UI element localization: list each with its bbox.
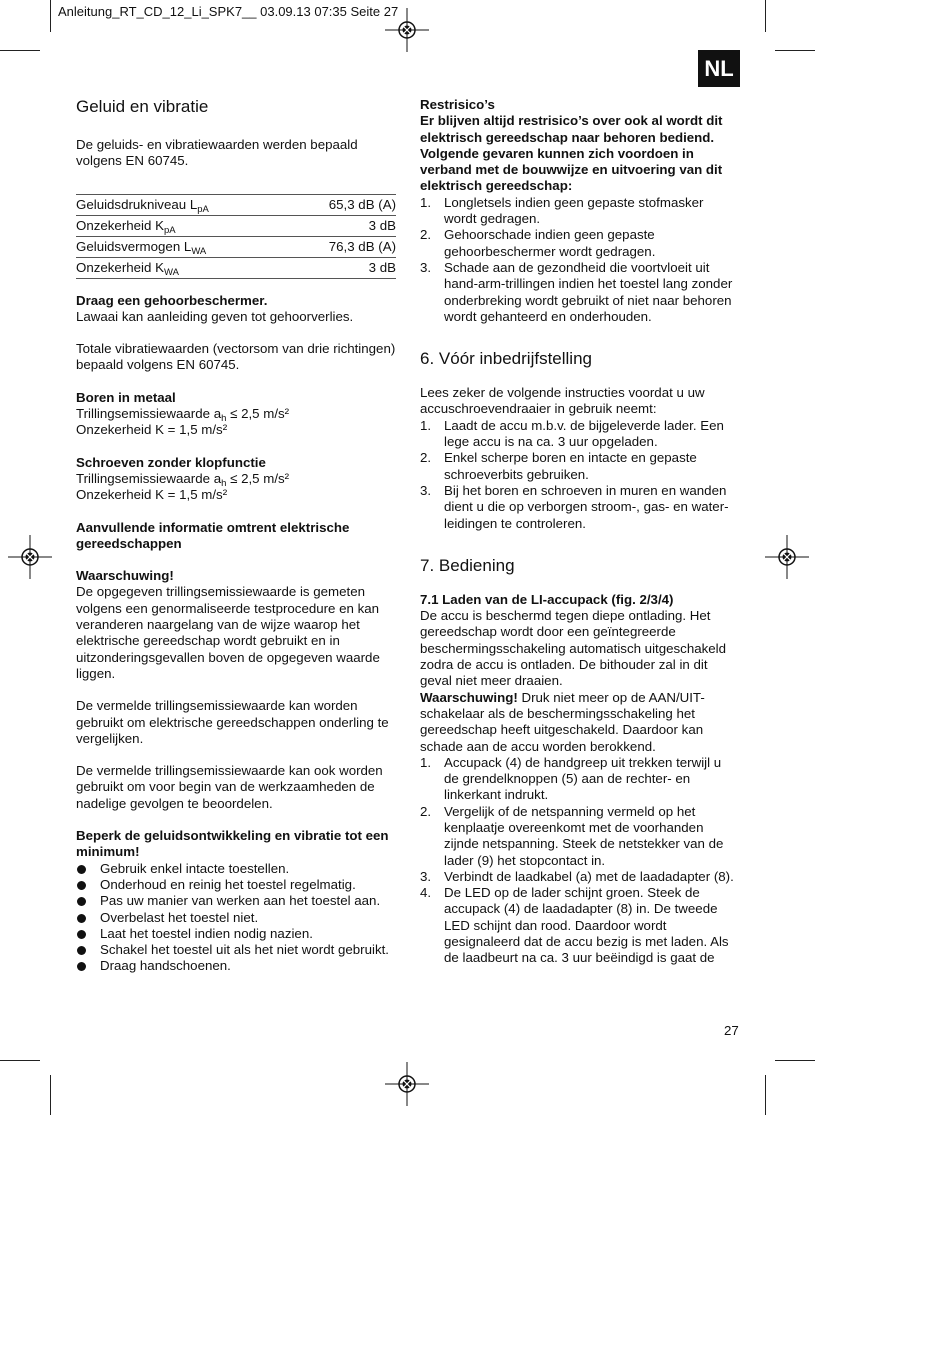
noise-table bbox=[76, 194, 396, 279]
left-column bbox=[76, 97, 398, 975]
list-item: Gebruik enkel intacte toestellen. bbox=[76, 861, 398, 877]
vibration-value: Trillingsemissiewaarde $a_h \le 2,5$ m/s² bbox=[76, 470, 290, 489]
uncertainty-value: Onzekerheid K = 1,5 m/s² bbox=[76, 487, 228, 503]
paragraph: De vermelde trillingsemissiewaarde kan worden gebruikt om elektrische gereedschappen onderling te vergelijken. bbox=[76, 698, 389, 746]
table-value: 65,3 dB (A) bbox=[288, 194, 396, 215]
bullet-list bbox=[76, 861, 398, 975]
print-header-info: Anleitung_RT_CD_12_Li_SPK7__ 03.09.13 07:35 Seite 27 bbox=[58, 4, 399, 19]
warning-title: Waarschuwing! bbox=[76, 568, 174, 584]
crop-mark bbox=[765, 1075, 766, 1115]
hearing-warning: Draag een gehoorbeschermer. bbox=[76, 292, 268, 308]
numbered-list bbox=[420, 195, 738, 325]
subsection-title: Schroeven zonder klopfunctie bbox=[76, 454, 266, 470]
warning-text: De opgegeven trillingsemissiewaarde is gemeten volgens een genormaliseerde testprocedure en kan veranderen naargelang van de wijze waarop het elektrische gereedschap wordt gebruikt en in uitzonderingsgevallen boven de opgegeven waarde liggen. bbox=[76, 584, 380, 681]
bullet-icon bbox=[77, 930, 86, 939]
table-value: 3 dB bbox=[288, 257, 396, 278]
registration-mark-icon bbox=[8, 535, 52, 579]
table-row bbox=[76, 236, 396, 257]
list-item: 1. Longletsels indien geen gepaste stofmasker wordt gedragen. bbox=[420, 194, 704, 227]
list-item: Onderhoud en reinig het toestel regelmatig. bbox=[76, 877, 398, 893]
list-item: 3. Bij het boren en schroeven in muren en wanden dient u die op verborgen stroom-, gas- en water-leidingen te controleren. bbox=[420, 482, 729, 531]
subsection-title: 7.1 Laden van de LI-accupack (fig. 2/3/4) bbox=[420, 591, 674, 607]
crop-mark bbox=[50, 0, 51, 32]
table-row bbox=[76, 215, 396, 236]
section-title: 6. Vóór inbedrijfstelling bbox=[420, 349, 592, 369]
section-title: Geluid en vibratie bbox=[76, 97, 209, 116]
table-label: Onzekerheid $K_{WA}$ bbox=[76, 257, 288, 278]
numbered-list bbox=[420, 418, 738, 532]
table-label: Onzekerheid $K_{pA}$ bbox=[76, 215, 288, 236]
list-item: Pas uw manier van werken aan het toestel aan. bbox=[76, 893, 398, 909]
subsection-title: Boren in metaal bbox=[76, 389, 176, 405]
crop-mark bbox=[0, 1060, 40, 1061]
list-item: 1. Laadt de accu m.b.v. de bijgeleverde lader. Een lege accu is na ca. 3 uur opgeladen. bbox=[420, 417, 724, 450]
bullet-icon bbox=[77, 914, 86, 923]
list-item: 2. Gehoorschade indien geen gepaste gehoorbeschermer wordt gedragen. bbox=[420, 227, 656, 259]
bullet-icon bbox=[77, 962, 86, 971]
subsection-title: Beperk de geluidsontwikkeling en vibratie tot een minimum! bbox=[76, 828, 389, 860]
bullet-icon bbox=[77, 897, 86, 906]
list-item: 3. Verbindt de laadkabel (a) met de laadadapter (8). bbox=[420, 868, 734, 884]
list-item: 3. Schade aan de gezondheid die voortvloeit uit hand-arm-trillingen indien het toestel lang zonder onderbreking wordt gebruikt of niet naar behoren wordt gehanteerd en onderhouden. bbox=[420, 259, 733, 324]
list-item: Laat het toestel indien nodig nazien. bbox=[76, 926, 398, 942]
vibration-intro: Totale vibratiewaarden (vectorsom van drie richtingen) bepaald volgens EN 60745. bbox=[76, 341, 396, 373]
vibration-value: Trillingsemissiewaarde $a_h \le 2,5$ m/s² bbox=[76, 406, 290, 425]
list-item: Schakel het toestel uit als het niet wordt gebruikt. bbox=[76, 942, 398, 958]
numbered-list bbox=[420, 755, 738, 967]
crop-mark bbox=[765, 0, 766, 32]
bullet-icon bbox=[77, 881, 86, 890]
registration-mark-icon bbox=[385, 1062, 429, 1106]
table-label: Geluidsdrukniveau $L_{pA}$ bbox=[76, 194, 288, 215]
crop-mark bbox=[50, 1075, 51, 1115]
section-title: 7. Bediening bbox=[420, 555, 515, 575]
table-value: 3 dB bbox=[288, 215, 396, 236]
list-item: 1. Accupack (4) de handgreep uit trekken terwijl u de grendelknoppen (5) aan de rechter- en linkerkant indrukt. bbox=[420, 754, 722, 803]
crop-mark bbox=[775, 50, 815, 51]
list-item: 2. Vergelijk of de netspanning vermeld op het kenplaatje overeenkomt met de voorhanden zijnde netspanning. Steek de netstekker van de lader (9) het stopcontact in. bbox=[420, 803, 724, 868]
registration-mark-icon bbox=[385, 8, 429, 52]
right-column bbox=[420, 97, 738, 967]
paragraph: De accu is beschermd tegen diepe ontlading. Het gereedschap wordt door een geïntegreerde beschermingsschakeling automatisch uitgeschakeld zodra de accu is ontladen. De bithouder zal in dit geval niet meer draaien. bbox=[420, 608, 726, 689]
list-item: Overbelast het toestel niet. bbox=[76, 910, 398, 926]
table-row bbox=[76, 257, 396, 278]
paragraph: Lees zeker de volgende instructies voordat u uw accuschroevendraaier in gebruik neemt: bbox=[420, 385, 705, 417]
risk-warning: Er blijven altijd restrisico’s over ook al wordt dit elektrisch gereedschap naar behoren bediend. Volgende gevaren kunnen zich voordoen in verband met de bouwwijze en uitvoering van dit elektrisch gereedschap: bbox=[420, 113, 723, 194]
language-badge: NL bbox=[698, 50, 740, 87]
table-row bbox=[76, 194, 396, 215]
subsection-title: Aanvullende informatie omtrent elektrische gereedschappen bbox=[76, 519, 350, 551]
list-item: 4. De LED op de lader schijnt groen. Steek de accupack (4) de laadadapter (8) in. De tweede LED schijnt dan rood. Daardoor wordt gesignaleerd dat de accu bezig is met laden. Als de laadbeurt na ca. 3 uur beëindigd is gaat de bbox=[420, 885, 729, 966]
page-number: 27 bbox=[724, 1023, 739, 1038]
warning-paragraph: Waarschuwing! Druk niet meer op de AAN/UIT-schakelaar als de beschermingsschakeling het gereedschap heeft uitgeschakeld. Daardoor kan schade aan de accu worden berokkend. bbox=[420, 689, 705, 754]
bullet-icon bbox=[77, 946, 86, 955]
subsection-title: Restrisico’s bbox=[420, 97, 495, 112]
uncertainty-value: Onzekerheid K = 1,5 m/s² bbox=[76, 422, 228, 438]
table-value: 76,3 dB (A) bbox=[288, 236, 396, 257]
list-item: Draag handschoenen. bbox=[76, 958, 398, 974]
registration-mark-icon bbox=[765, 535, 809, 579]
bullet-icon bbox=[77, 865, 86, 874]
list-item: 2. Enkel scherpe boren en intacte en gepaste schroeverbits gebruiken. bbox=[420, 450, 697, 482]
intro-text: De geluids- en vibratiewaarden werden bepaald volgens EN 60745. bbox=[76, 137, 358, 169]
crop-mark bbox=[775, 1060, 815, 1061]
crop-mark bbox=[0, 50, 40, 51]
paragraph: De vermelde trillingsemissiewaarde kan ook worden gebruikt om voor begin van de werkzaamheden de nadelige gevolgen te beoordelen. bbox=[76, 763, 383, 811]
hearing-text: Lawaai kan aanleiding geven tot gehoorverlies. bbox=[76, 308, 354, 324]
table-label: Geluidsvermogen $L_{WA}$ bbox=[76, 236, 288, 257]
